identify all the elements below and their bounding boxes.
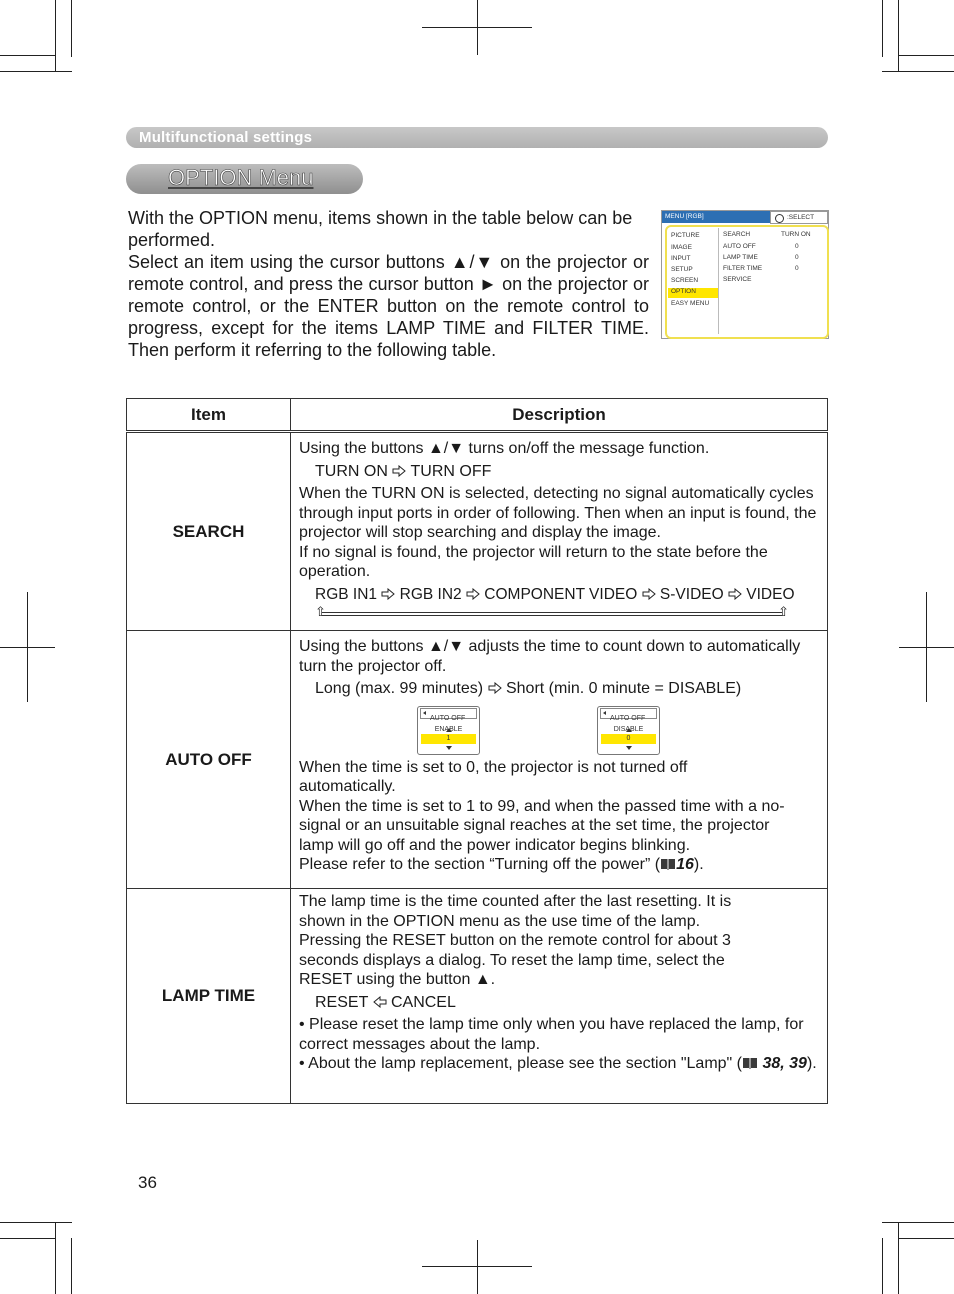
osd-menu-list [668, 228, 719, 334]
osd-state: DISABLE [613, 725, 644, 733]
intro-paragraph-1: With the OPTION menu, items shown in the table below can be performed. [128, 208, 633, 250]
left-arrow-icon [603, 711, 606, 715]
description-auto-off [291, 631, 828, 889]
page-reference-link[interactable]: 38, 39 [762, 1055, 807, 1072]
search-options [299, 462, 821, 482]
item-search: SEARCH [127, 432, 291, 631]
cycle-return-arrow [315, 604, 789, 618]
osd-value: 1 [421, 734, 476, 744]
up-arrow-icon: ⇧ [778, 604, 789, 619]
intro-text [128, 207, 649, 361]
book-icon [660, 857, 676, 870]
up-arrow-icon: ⇧ [315, 604, 326, 619]
osd-header-title: MENU [RGB] [665, 213, 704, 220]
auto-off-desc-1: Using the buttons ▲/▼ adjusts the time to count down to automatically turn the projector off. [299, 638, 801, 675]
osd-menu-item: INPUT [671, 255, 691, 262]
down-arrow-icon [446, 746, 452, 750]
right-arrow-icon [466, 588, 480, 600]
cycle-step: RGB IN1 [315, 585, 378, 603]
osd-option-label: SEARCH [723, 231, 751, 238]
osd-header [662, 211, 828, 223]
page-number: 36 [138, 1173, 157, 1192]
osd-select-label: :SELECT [787, 214, 815, 221]
table-header-row [127, 399, 828, 432]
osd-option-label: SERVICE [723, 276, 752, 283]
auto-off-enable-osd [417, 706, 480, 755]
lamp-desc-3: • Please reset the lamp time only when you have replaced the lamp, for correct messages about the lamp. [299, 1016, 804, 1053]
page-reference-link[interactable]: 16 [676, 856, 694, 873]
table-row-auto-off [127, 631, 828, 889]
select-icon [775, 214, 784, 223]
toggle-arrow-icon [488, 682, 502, 694]
lamp-desc-4: • About the lamp replacement, please see the section "Lamp" ( 38, 39). [299, 1055, 817, 1072]
section-header-bar [126, 127, 828, 148]
search-desc-2: When the TURN ON is selected, detecting no signal automatically cycles through input ports in order of following. Then when an input is found, the projector will stop searching and display the image. [299, 485, 817, 541]
cycle-step: RGB IN2 [399, 585, 462, 603]
up-arrow-icon [626, 728, 632, 732]
search-desc-1: Using the buttons ▲/▼ turns on/off the message function. [299, 440, 710, 457]
option-short: Short (min. 0 minute = DISABLE) [505, 680, 742, 697]
osd-option-value: TURN ON [781, 231, 811, 238]
up-arrow-icon [446, 728, 452, 732]
osd-option-label: FILTER TIME [723, 265, 763, 272]
lamp-desc-1: The lamp time is the time counted after the last resetting. It is shown in the OPTION menu as the use time of the lamp. [299, 893, 732, 930]
osd-select-hint [770, 211, 828, 224]
auto-off-osd-examples [299, 702, 821, 758]
osd-option-value: 0 [795, 243, 799, 250]
option-turn-on: TURN ON [315, 462, 388, 480]
table-row-search [127, 432, 828, 631]
osd-option-label: AUTO OFF [723, 243, 756, 250]
option-turn-off: TURN OFF [410, 462, 492, 480]
table-row-lamp-time [127, 889, 828, 1104]
column-header-description: Description [291, 399, 828, 432]
osd-state: ENABLE [434, 725, 463, 733]
column-header-item: Item [127, 399, 291, 432]
lamp-desc-2: Pressing the RESET button on the remote control for about 3 seconds displays a dialog. To reset the lamp time, select the RESET using the button ▲. [299, 932, 731, 988]
cycle-step: VIDEO [746, 585, 795, 603]
osd-option-label: LAMP TIME [723, 254, 758, 261]
osd-menu-item: SCREEN [671, 277, 699, 284]
menu-title-pill [126, 164, 363, 194]
option-reset: RESET [315, 993, 369, 1011]
left-arrow-icon [373, 996, 387, 1008]
auto-off-desc-2: When the time is set to 0, the projector is not turned off automatically. [299, 758, 688, 795]
section-title: Multifunctional settings [139, 129, 313, 146]
osd-menu-item-selected: OPTION [668, 288, 718, 298]
item-lamp-time: LAMP TIME [127, 889, 291, 1104]
left-arrow-icon [423, 711, 426, 715]
option-cancel: CANCEL [390, 993, 456, 1011]
menu-title: OPTION Menu [168, 165, 314, 190]
item-auto-off: AUTO OFF [127, 631, 291, 889]
osd-menu-item: IMAGE [671, 244, 692, 251]
right-arrow-icon [381, 588, 395, 600]
right-arrow-icon [642, 588, 656, 600]
option-long: Long (max. 99 minutes) [315, 680, 484, 697]
intro-paragraph-2: Select an item using the cursor buttons ▲/▼ on the projector or remote control, and press the cursor button ► on the projector or remote control, or the ENTER button on the remote control to progress, except for the items LAMP TIME and FILTER TIME. Then perform it referring to the following table. [128, 252, 649, 360]
option-menu-osd [661, 210, 829, 339]
search-desc-3: If no signal is found, the projector will return to the state before the operation. [299, 543, 768, 580]
osd-option-value: 0 [795, 254, 799, 261]
osd-title: AUTO OFF [610, 714, 646, 722]
cycle-step: COMPONENT VIDEO [484, 585, 638, 603]
auto-off-disable-osd [597, 706, 660, 755]
auto-off-options [299, 679, 821, 699]
auto-off-desc-4: Please refer to the section “Turning off the power” ( 16). [299, 856, 704, 873]
option-table [126, 398, 828, 1104]
description-lamp-time [291, 889, 828, 1104]
lamp-options [299, 993, 821, 1013]
osd-menu-item: PICTURE [671, 232, 700, 239]
cycle-step: S-VIDEO [659, 585, 724, 603]
osd-title: AUTO OFF [430, 714, 466, 722]
auto-off-desc-3: When the time is set to 1 to 99, and when the passed time with a no-signal or an unsuitable signal reaches at the set time, the projector lamp will go off and the power indicator begins blinking. [299, 797, 785, 854]
osd-menu-item: SETUP [671, 266, 693, 273]
description-search [291, 432, 828, 631]
down-arrow-icon [626, 746, 632, 750]
search-cycle [299, 585, 821, 605]
toggle-arrow-icon [392, 465, 406, 477]
osd-menu-item: EASY MENU [671, 300, 710, 307]
osd-value: 0 [601, 734, 656, 744]
osd-option-value: 0 [795, 265, 799, 272]
book-icon [742, 1056, 758, 1069]
osd-panel [665, 225, 829, 339]
right-arrow-icon [728, 588, 742, 600]
